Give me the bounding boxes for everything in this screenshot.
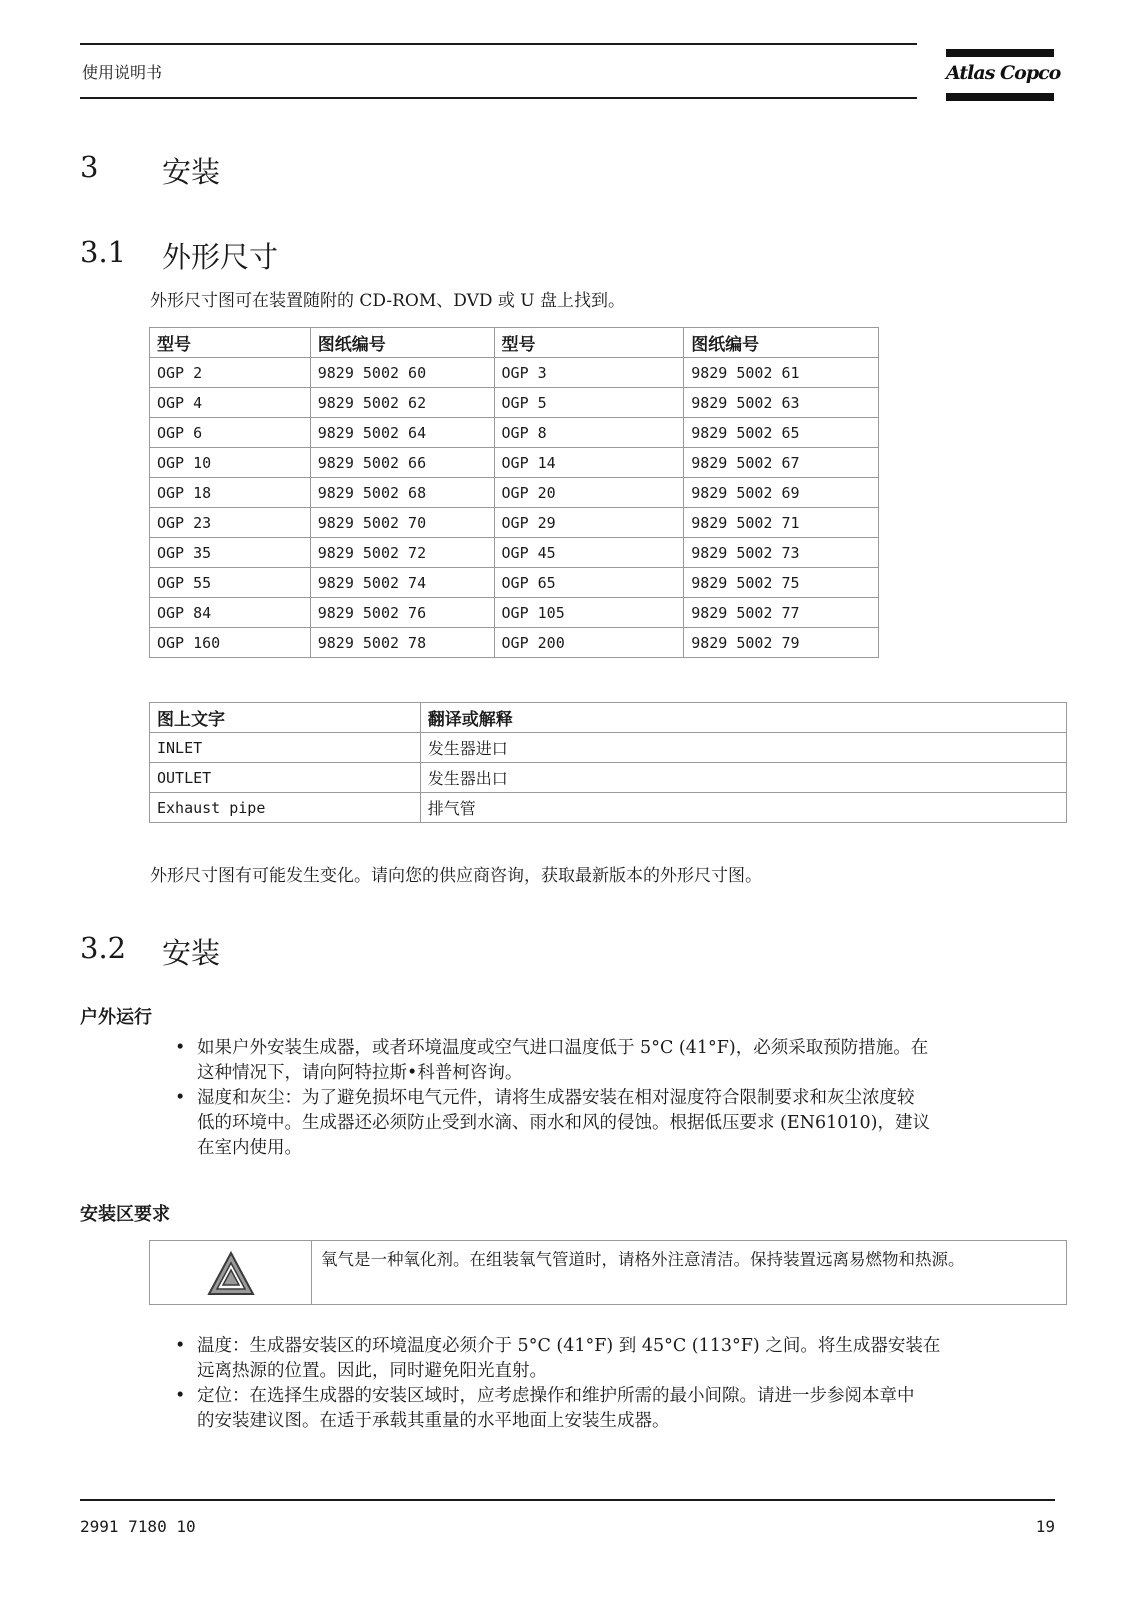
table-cell: 9829 5002 78 bbox=[310, 628, 494, 658]
section-title: 安装 bbox=[162, 155, 221, 189]
table-cell: 9829 5002 71 bbox=[684, 508, 879, 538]
table-row bbox=[150, 508, 879, 538]
section-title: 安装 bbox=[162, 936, 221, 970]
outdoor-bullet-list bbox=[175, 1036, 1055, 1161]
table-header-row bbox=[150, 328, 879, 358]
header-top-rule bbox=[80, 43, 917, 45]
table-cell: OGP 23 bbox=[150, 508, 311, 538]
table-cell: 9829 5002 68 bbox=[310, 478, 494, 508]
table-cell: 排气管 bbox=[420, 793, 1066, 823]
table-row bbox=[150, 568, 879, 598]
table-cell: 9829 5002 65 bbox=[684, 418, 879, 448]
table-cell: 9829 5002 69 bbox=[684, 478, 879, 508]
table-cell: 9829 5002 72 bbox=[310, 538, 494, 568]
bullet-line: 低的环境中。生成器还必须防止受到水滴、雨水和风的侵蚀。根据低压要求 (EN61010)，建议 bbox=[197, 1113, 930, 1133]
table-cell: OGP 35 bbox=[150, 538, 311, 568]
table-cell: OGP 10 bbox=[150, 448, 311, 478]
installation-area-bullet-list bbox=[175, 1334, 1055, 1434]
bullet-line: 在室内使用。 bbox=[197, 1138, 302, 1158]
warning-text: 氧气是一种氧化剂。在组装氧气管道时，请格外注意清洁。保持装置远离易燃物和热源。 bbox=[321, 1250, 965, 1269]
bullet-line: 定位：在选择生成器的安装区域时，应考虑操作和维护所需的最小间隙。请进一步参阅本章中 bbox=[197, 1386, 915, 1406]
atlas-copco-logo bbox=[946, 49, 1061, 101]
dimension-change-note: 外形尺寸图有可能发生变化。请向您的供应商咨询，获取最新版本的外形尺寸图。 bbox=[150, 866, 762, 886]
bullet-line: 湿度和灰尘：为了避免损坏电气元件，请将生成器安装在相对湿度符合限制要求和灰尘浓度较 bbox=[197, 1088, 915, 1108]
table-row bbox=[150, 763, 1067, 793]
bullet-line: 的安装建议图。在适于承载其重量的水平地面上安装生成器。 bbox=[197, 1411, 670, 1431]
page-number: 19 bbox=[1035, 1517, 1055, 1536]
bullet-item bbox=[175, 1334, 1055, 1384]
outdoor-operation-heading: 户外运行 bbox=[80, 1007, 152, 1028]
table-cell: INLET bbox=[150, 733, 421, 763]
table-cell: OGP 160 bbox=[150, 628, 311, 658]
column-header: 型号 bbox=[494, 328, 684, 358]
section-number: 3.2 bbox=[80, 931, 127, 965]
table-cell: OGP 84 bbox=[150, 598, 311, 628]
legend-table bbox=[149, 702, 1067, 823]
bullet-item bbox=[175, 1086, 1055, 1161]
column-header: 图上文字 bbox=[150, 703, 421, 733]
table-header-row bbox=[150, 703, 1067, 733]
table-cell: OUTLET bbox=[150, 763, 421, 793]
table-cell: 9829 5002 60 bbox=[310, 358, 494, 388]
table-row bbox=[150, 598, 879, 628]
table-cell: 9829 5002 73 bbox=[684, 538, 879, 568]
table-cell: OGP 3 bbox=[494, 358, 684, 388]
drawing-number-table bbox=[149, 327, 879, 658]
table-cell: 9829 5002 64 bbox=[310, 418, 494, 448]
table-cell: 9829 5002 63 bbox=[684, 388, 879, 418]
table-row bbox=[150, 538, 879, 568]
warning-icon-cell bbox=[150, 1241, 312, 1304]
table-row bbox=[150, 733, 1067, 763]
table-cell: 9829 5002 66 bbox=[310, 448, 494, 478]
header-bottom-rule bbox=[80, 97, 917, 99]
table-cell: OGP 20 bbox=[494, 478, 684, 508]
section-number: 3.1 bbox=[80, 235, 127, 269]
table-cell: OGP 45 bbox=[494, 538, 684, 568]
table-row bbox=[150, 448, 879, 478]
bullet-line: 温度：生成器安装区的环境温度必须介于 5°C (41°F) 到 45°C (113°F) 之间。将生成器安装在 bbox=[197, 1336, 941, 1356]
bullet-dot: • bbox=[175, 1038, 186, 1058]
warning-triangle-icon bbox=[207, 1250, 255, 1298]
table-cell: 9829 5002 62 bbox=[310, 388, 494, 418]
section-title: 外形尺寸 bbox=[162, 240, 279, 274]
table-row bbox=[150, 388, 879, 418]
column-header: 翻译或解释 bbox=[420, 703, 1066, 733]
bullet-line: 远离热源的位置。因此，同时避免阳光直射。 bbox=[197, 1361, 547, 1381]
table-row bbox=[150, 358, 879, 388]
table-cell: Exhaust pipe bbox=[150, 793, 421, 823]
bullet-line: 如果户外安装生成器，或者环境温度或空气进口温度低于 5°C (41°F)，必须采取预防措施。在 bbox=[197, 1038, 929, 1058]
document-number: 2991 7180 10 bbox=[80, 1517, 196, 1536]
bullet-dot: • bbox=[175, 1336, 186, 1356]
table-cell: OGP 8 bbox=[494, 418, 684, 448]
table-row bbox=[150, 418, 879, 448]
table-cell: 9829 5002 70 bbox=[310, 508, 494, 538]
table-cell: OGP 6 bbox=[150, 418, 311, 448]
column-header: 图纸编号 bbox=[310, 328, 494, 358]
table-cell: OGP 18 bbox=[150, 478, 311, 508]
table-cell: OGP 4 bbox=[150, 388, 311, 418]
column-header: 图纸编号 bbox=[684, 328, 879, 358]
table-cell: OGP 105 bbox=[494, 598, 684, 628]
bullet-dot: • bbox=[175, 1386, 186, 1406]
header-title: 使用说明书 bbox=[82, 63, 163, 82]
table-row bbox=[150, 628, 879, 658]
bullet-item bbox=[175, 1384, 1055, 1434]
table-row bbox=[150, 793, 1067, 823]
table-cell: OGP 200 bbox=[494, 628, 684, 658]
table-cell: 9829 5002 75 bbox=[684, 568, 879, 598]
installation-area-heading: 安装区要求 bbox=[80, 1204, 170, 1225]
section-number: 3 bbox=[80, 150, 99, 184]
table-cell: OGP 29 bbox=[494, 508, 684, 538]
oxygen-warning-box bbox=[149, 1240, 1067, 1305]
dimension-intro-text: 外形尺寸图可在装置随附的 CD-ROM、DVD 或 U 盘上找到。 bbox=[150, 291, 626, 311]
bullet-dot: • bbox=[175, 1088, 186, 1108]
table-cell: 9829 5002 61 bbox=[684, 358, 879, 388]
table-cell: 9829 5002 67 bbox=[684, 448, 879, 478]
table-cell: 9829 5002 76 bbox=[310, 598, 494, 628]
table-cell: 9829 5002 79 bbox=[684, 628, 879, 658]
footer-rule bbox=[80, 1499, 1055, 1501]
table-cell: OGP 55 bbox=[150, 568, 311, 598]
table-row bbox=[150, 478, 879, 508]
bullet-line: 这种情况下，请向阿特拉斯•科普柯咨询。 bbox=[197, 1063, 523, 1083]
bullet-item bbox=[175, 1036, 1055, 1086]
logo-text: Atlas Copco bbox=[946, 62, 1061, 84]
table-cell: OGP 5 bbox=[494, 388, 684, 418]
table-cell: OGP 65 bbox=[494, 568, 684, 598]
table-cell: 9829 5002 77 bbox=[684, 598, 879, 628]
table-cell: 9829 5002 74 bbox=[310, 568, 494, 598]
table-cell: 发生器进口 bbox=[420, 733, 1066, 763]
table-cell: OGP 14 bbox=[494, 448, 684, 478]
column-header: 型号 bbox=[150, 328, 311, 358]
table-cell: 发生器出口 bbox=[420, 763, 1066, 793]
table-cell: OGP 2 bbox=[150, 358, 311, 388]
